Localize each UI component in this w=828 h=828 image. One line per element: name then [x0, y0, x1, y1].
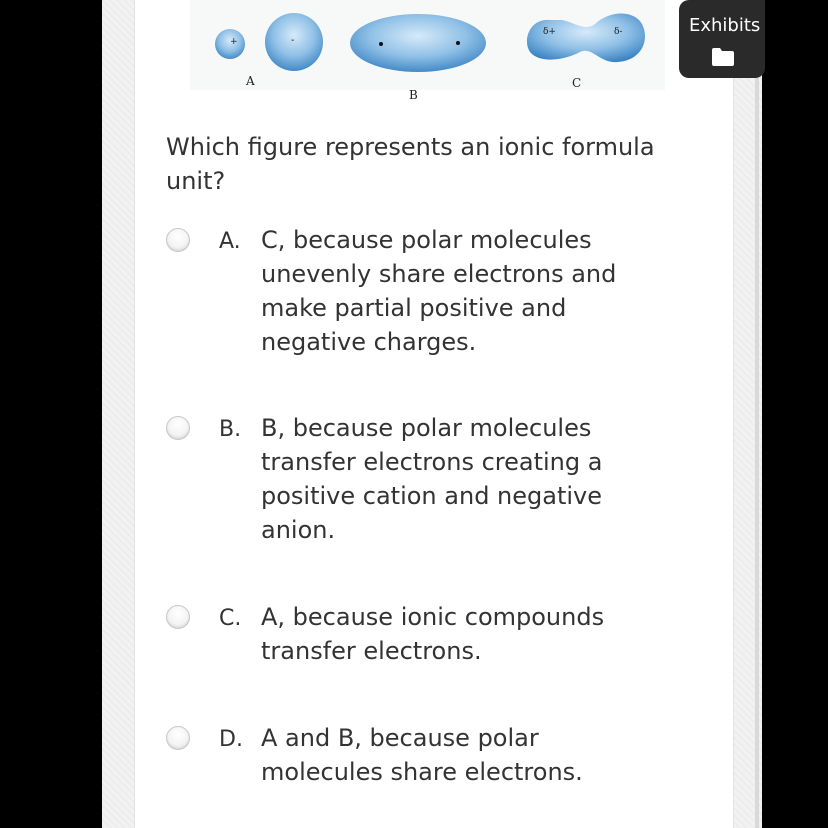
nucleus-b-right — [456, 41, 460, 45]
label-a: A — [246, 74, 255, 88]
exhibits-button[interactable] — [679, 0, 765, 78]
molecule-b — [350, 14, 486, 72]
radio-option-c[interactable] — [166, 605, 190, 629]
label-c: C — [572, 76, 582, 90]
option-d-text: A and B, because polar molecules share electrons. — [261, 724, 583, 786]
folder-icon — [712, 48, 734, 66]
option-d-letter: D. — [219, 727, 243, 752]
sign-a-plus: + — [230, 37, 238, 47]
sign-c-right: δ- — [614, 27, 623, 37]
nucleus-b-left — [379, 42, 383, 46]
radio-option-d[interactable] — [166, 726, 190, 750]
option-b-text: B, because polar molecules transfer electrons creating a positive cation and negative anion. — [261, 414, 603, 544]
option-b-letter: B. — [219, 417, 242, 442]
sign-c-left: δ+ — [543, 27, 556, 37]
molecule-diagram — [190, 0, 670, 105]
radio-option-a[interactable] — [166, 228, 190, 252]
exhibits-label: Exhibits — [689, 15, 761, 36]
option-c-text: A, because ionic compounds transfer electrons. — [261, 603, 605, 665]
exhibit-figure — [190, 0, 670, 105]
option-a-text: C, because polar molecules unevenly share electrons and make partial positive and negative charges. — [261, 226, 617, 356]
option-a-letter: A. — [219, 229, 241, 254]
question-text: Which figure represents an ionic formula unit? — [166, 133, 655, 195]
radio-option-b[interactable] — [166, 416, 190, 440]
label-b: B — [409, 88, 418, 102]
option-c-letter: C. — [219, 606, 242, 631]
scrollbar-track[interactable] — [755, 0, 759, 828]
sign-a-minus: - — [291, 35, 295, 46]
